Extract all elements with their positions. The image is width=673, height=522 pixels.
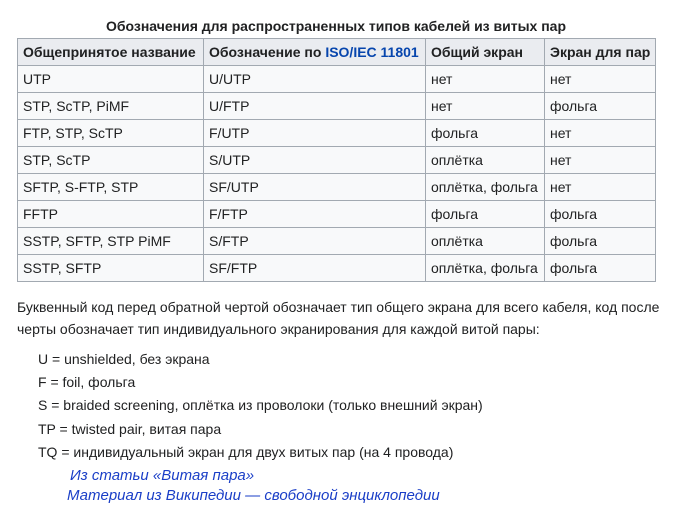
table-row [18,228,656,255]
cell-pair-shield: нет [545,66,656,93]
legend-item: TP = twisted pair, витая пара [38,420,222,437]
cell-designation: F/UTP [204,120,426,147]
source-wikipedia-line: Материал из Википедии — свободной энциклопедии [67,487,440,504]
cell-common-name: STP, ScTP [18,147,204,174]
source-article-line: Из статьи «Витая пара» [70,467,255,484]
cell-designation: SF/FTP [204,255,426,282]
cell-designation: S/UTP [204,147,426,174]
cell-overall-shield: оплётка, фольга [426,174,545,201]
cell-designation: U/FTP [204,93,426,120]
iso-iec-11801-link[interactable]: ISO/IEC 11801 [325,44,419,60]
table-row [18,93,656,120]
cell-overall-shield: фольга [426,201,545,228]
cell-common-name: SSTP, SFTP [18,255,204,282]
code-legend-list [38,348,483,464]
legend-item: U = unshielded, без экрана [38,351,210,367]
explanation-paragraph: Буквенный код перед обратной чертой обозначает тип общего экрана для всего кабеля, код после черты обозначает тип индивидуального экранирования для каждой витой пары: [17,299,660,337]
cell-pair-shield: нет [545,174,656,201]
cell-pair-shield: фольга [545,201,656,228]
cell-common-name: SFTP, S-FTP, STP [18,174,204,201]
cell-common-name: UTP [18,66,204,93]
table-row [18,201,656,228]
cell-overall-shield: оплётка [426,147,545,174]
cell-overall-shield: нет [426,93,545,120]
header-pair-shield: Экран для пар [545,39,656,66]
cell-pair-shield: фольга [545,228,656,255]
table-row [18,174,656,201]
cell-common-name: FFTP [18,201,204,228]
legend-item: F = foil, фольга [38,374,136,391]
cable-types-table [17,38,656,282]
cell-common-name: FTP, STP, ScTP [18,120,204,147]
cell-pair-shield: нет [545,120,656,147]
cell-designation: F/FTP [204,201,426,228]
table-row [18,66,656,93]
cell-designation: U/UTP [204,66,426,93]
header-designation-label: Обозначение по [209,44,326,60]
table-row [18,255,656,282]
cell-pair-shield: нет [545,147,656,174]
source-attribution [67,466,440,506]
header-designation [204,39,426,66]
table-caption: Обозначения для распространенных типов кабелей из витых пар [105,18,567,34]
cell-common-name: STP, ScTP, PiMF [18,93,204,120]
cell-overall-shield: нет [426,66,545,93]
legend-item: S = braided screening, оплётка из проволоки (только внешний экран) [38,397,483,414]
table-row [18,120,656,147]
cell-overall-shield: фольга [426,120,545,147]
header-common-name: Общепринятое название [18,39,204,66]
cell-common-name: SSTP, SFTP, STP PiMF [18,228,204,255]
table-row [18,147,656,174]
cell-pair-shield: фольга [545,93,656,120]
cell-designation: S/FTP [204,228,426,255]
legend-item: TQ = индивидуальный экран для двух витых пар (на 4 провода) [38,443,454,460]
cell-overall-shield: оплётка, фольга [426,255,545,282]
cell-pair-shield: фольга [545,255,656,282]
cell-overall-shield: оплётка [426,228,545,255]
cell-designation: SF/UTP [204,174,426,201]
table-header-row [18,39,656,66]
header-overall-shield: Общий экран [426,39,545,66]
